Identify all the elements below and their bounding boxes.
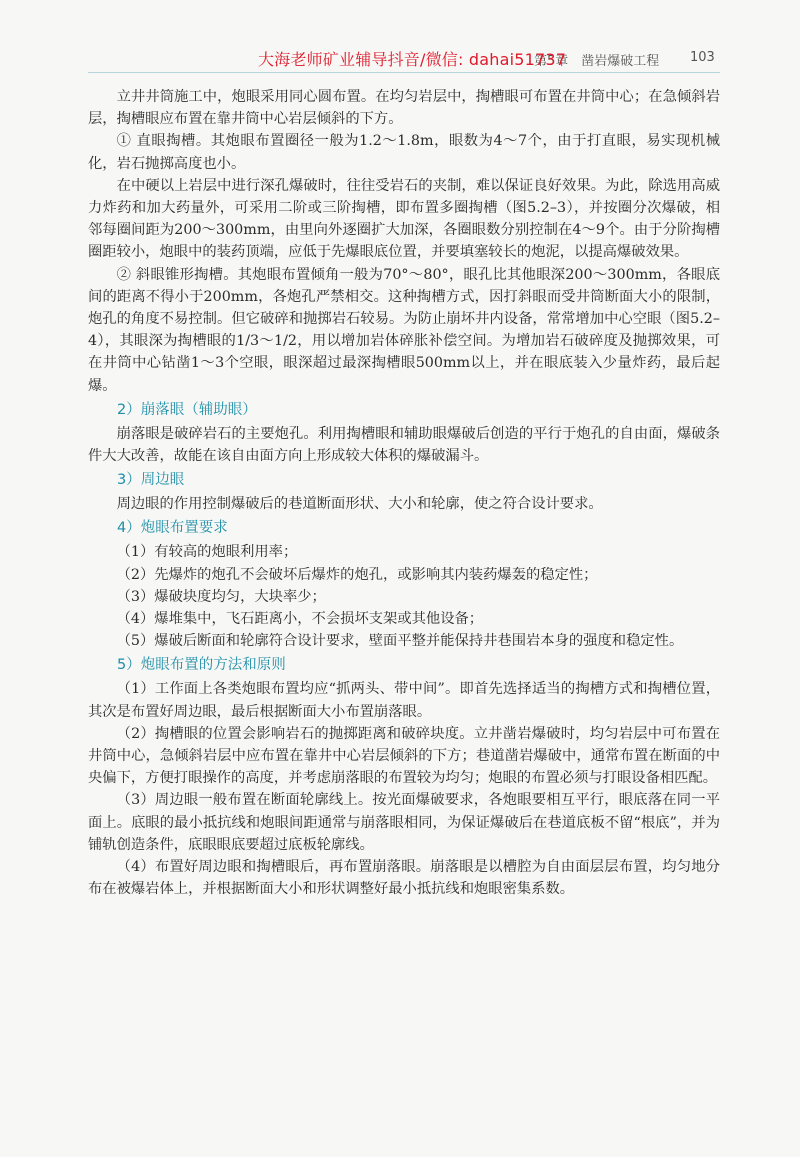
header-divider [88,72,720,73]
list-item: （5）爆破后断面和轮廓符合设计要求，壁面平整并能保持井巷围岩本身的强度和稳定性。 [116,633,684,650]
list-item: （2）掏槽眼的位置会影响岩石的抛掷距离和破碎块度。立井凿岩爆破时，均匀岩层中可布置在井筒中心，急倾斜岩层中应布置在靠井中心岩层倾斜的下方；巷道凿岩爆破中，通常布置在断面的中央偏下，方便打眼操作的高度，并考虑崩落眼的布置较为均匀；炮眼的布置必须与打眼设备相匹配。 [88,725,720,787]
section-heading: 2）崩落眼（辅助眼） [117,401,257,418]
list-item: （2）先爆炸的炮孔不会破坏后爆炸的炮孔，或影响其内装药爆轰的稳定性； [116,566,598,583]
list-item: （3）周边眼一般布置在断面轮廓线上。按光面爆破要求，各炮眼要相互平行，眼底落在同一平面上。底眼的最小抵抗线和炮眼间距通常与崩落眼相同，为保证爆破后在巷道底板不留“根底”，并为铺轨创造条件，底眼眼底要超过底板轮廓线。 [88,792,720,853]
section-heading: 5）炮眼布置的方法和原则 [117,657,286,674]
cone-cut-paragraph: ② 斜眼锥形掏槽。其炮眼布置倾角一般为70°～80°，眼孔比其他眼深200～300mm，各眼底间的距离不得小于200mm，各炮孔严禁相交。这种掏槽方式，因打斜眼而受井筒断面大小的限制，炮孔的角度不易控制。但它破碎和抛掷岩石较易。为防止崩坏井内设备，常常增加中心空眼（图5.2–4），其眼深为掏槽眼的1/3～1/2，用以增加岩体碎胀补偿空间。为增加岩石破碎度及抛掷效果，可在井筒中心钻凿1～3个空眼，眼深超过最深掏槽眼500mm以上，并在眼底装入少量炸药，最后起爆。 [88,266,720,394]
section-paragraph: 崩落眼是破碎岩石的主要炮孔。利用掏槽眼和辅助眼爆破后创造的平行于炮孔的自由面，爆破条件大大改善，故能在该自由面方向上形成较大体积的爆破漏斗。 [88,425,720,465]
chapter-title: 第5章 凿岩爆破工程 [534,54,660,69]
watermark-text: 大海老师矿业辅导抖音/微信: dahai51737 [258,50,567,69]
intro-paragraph: 立井井筒施工中，炮眼采用同心圆布置。在均匀岩层中，掏槽眼可布置在井筒中心；在急倾斜岩层，掏槽眼应布置在靠井筒中心岩层倾斜的下方。 [88,89,720,128]
list-item: （4）布置好周边眼和掏槽眼后，再布置崩落眼。崩落眼是以槽腔为自由面层层布置，均匀地分布在被爆岩体上，并根据断面大小和形状调整好最小抵抗线和炮眼密集系数。 [88,859,720,898]
straight-cut-paragraph: ① 直眼掏槽。其炮眼布置圈径一般为1.2～1.8m，眼数为4～7个，由于打直眼，易实现机械化，岩石抛掷高度也小。 [88,133,720,172]
list-item: （1）有较高的炮眼利用率； [116,544,298,561]
section-heading: 4）炮眼布置要求 [117,520,228,537]
section-paragraph: 周边眼的作用控制爆破后的巷道断面形状、大小和轮廓，使之符合设计要求。 [116,496,603,513]
page-header [0,0,800,80]
page-body [88,86,720,901]
list-item: （4）爆堆集中，飞石距离小，不会损坏支架或其他设备； [116,611,484,628]
list-item: （3）爆破块度均匀，大块率少； [116,588,326,605]
straight-cut-detail-paragraph: 在中硬以上岩层中进行深孔爆破时，往往受岩石的夹制，难以保证良好效果。为此，除选用高威力炸药和加大药量外，可采用二阶或三阶掏槽，即布置多圈掏槽（图5.2–3），并按圈分次爆破，相邻每圈间距为200～300mm，由里向外逐圈扩大加深，各圈眼数分别控制在4～9个。由于分阶掏槽圈距较小，炮眼中的装药顶端，应低于先爆眼底位置，并要填塞较长的炮泥，以提高爆破效果。 [88,177,720,261]
section-heading: 3）周边眼 [117,472,185,489]
page-number: 103 [690,50,715,65]
list-item: （1）工作面上各类炮眼布置均应“抓两头、带中间”。即首先选择适当的掏槽方式和掏槽位置，其次是布置好周边眼，最后根据断面大小布置崩落眼。 [88,681,720,720]
